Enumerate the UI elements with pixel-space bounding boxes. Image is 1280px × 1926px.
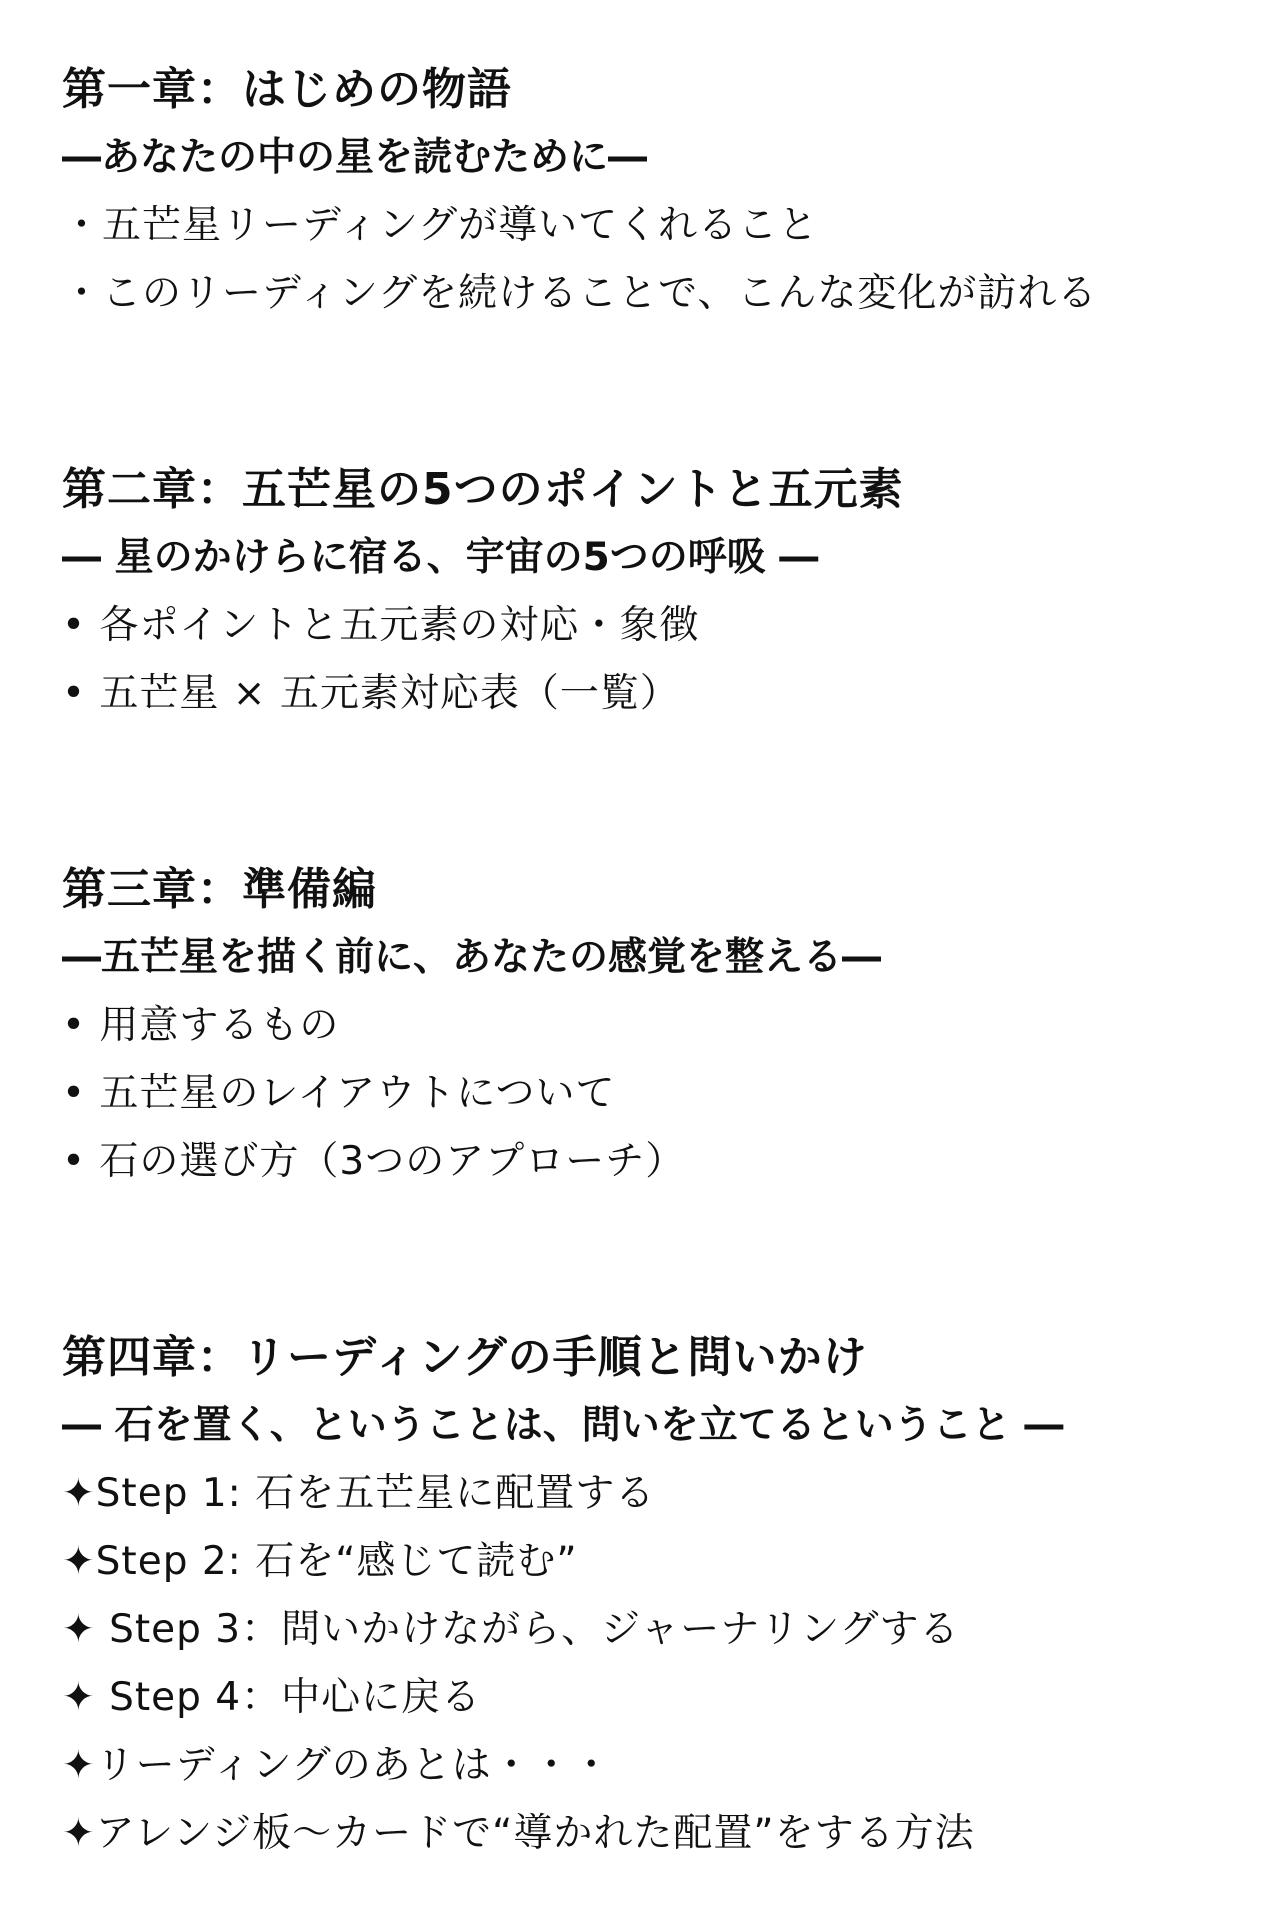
chapter-subtitle: ―五芒星を描く前に、あなたの感覚を整える― (62, 935, 882, 980)
list-item: ✦Step 2: 石を“感じて読む” (62, 1539, 578, 1584)
list-item: ✦アレンジ板〜カードで“導かれた配置”をする方法 (62, 1811, 975, 1856)
chapter-2 (62, 456, 1242, 728)
list-item: • 五芒星 × 五元素対応表（一覧） (62, 671, 680, 716)
chapter-title: 第三章：準備編 (62, 864, 377, 915)
list-item: ✦リーディングのあとは・・・ (62, 1743, 612, 1788)
chapter-title: 第二章：五芒星の5つのポイントと五元素 (62, 464, 904, 515)
chapter-items (62, 992, 1242, 1196)
chapter-title: 第一章：はじめの物語 (62, 64, 512, 115)
chapter-subtitle: ―あなたの中の星を読むために― (62, 135, 648, 180)
chapter-title: 第四章：リーディングの手順と問いかけ (62, 1332, 868, 1383)
chapter-items (62, 592, 1242, 728)
chapter-items (62, 192, 1242, 328)
list-item: ・五芒星リーディングが導いてくれること (62, 203, 819, 248)
chapter-subtitle: ― 石を置く、ということは、問いを立てるということ ― (62, 1403, 1064, 1448)
list-item: • 用意するもの (62, 1003, 340, 1048)
chapter-3 (62, 856, 1242, 1196)
table-of-contents (62, 56, 1242, 1868)
list-item: • 石の選び方（3つのアプローチ） (62, 1139, 686, 1184)
list-item: ✦ Step 3：問いかけながら、ジャーナリングする (62, 1607, 960, 1652)
list-item: • 各ポイントと五元素の対応・象徴 (62, 603, 700, 648)
chapter-subtitle: ― 星のかけらに宿る、宇宙の5つの呼吸 ― (62, 535, 819, 580)
list-item: • 五芒星のレイアウトについて (62, 1071, 616, 1116)
list-item: ・このリーディングを続けることで、こんな変化が訪れる (62, 271, 1098, 316)
chapter-4 (62, 1324, 1242, 1868)
list-item: ✦Step 1: 石を五芒星に配置する (62, 1471, 656, 1516)
chapter-items (62, 1460, 1242, 1868)
chapter-1 (62, 56, 1242, 328)
list-item: ✦ Step 4：中心に戻る (62, 1675, 482, 1720)
